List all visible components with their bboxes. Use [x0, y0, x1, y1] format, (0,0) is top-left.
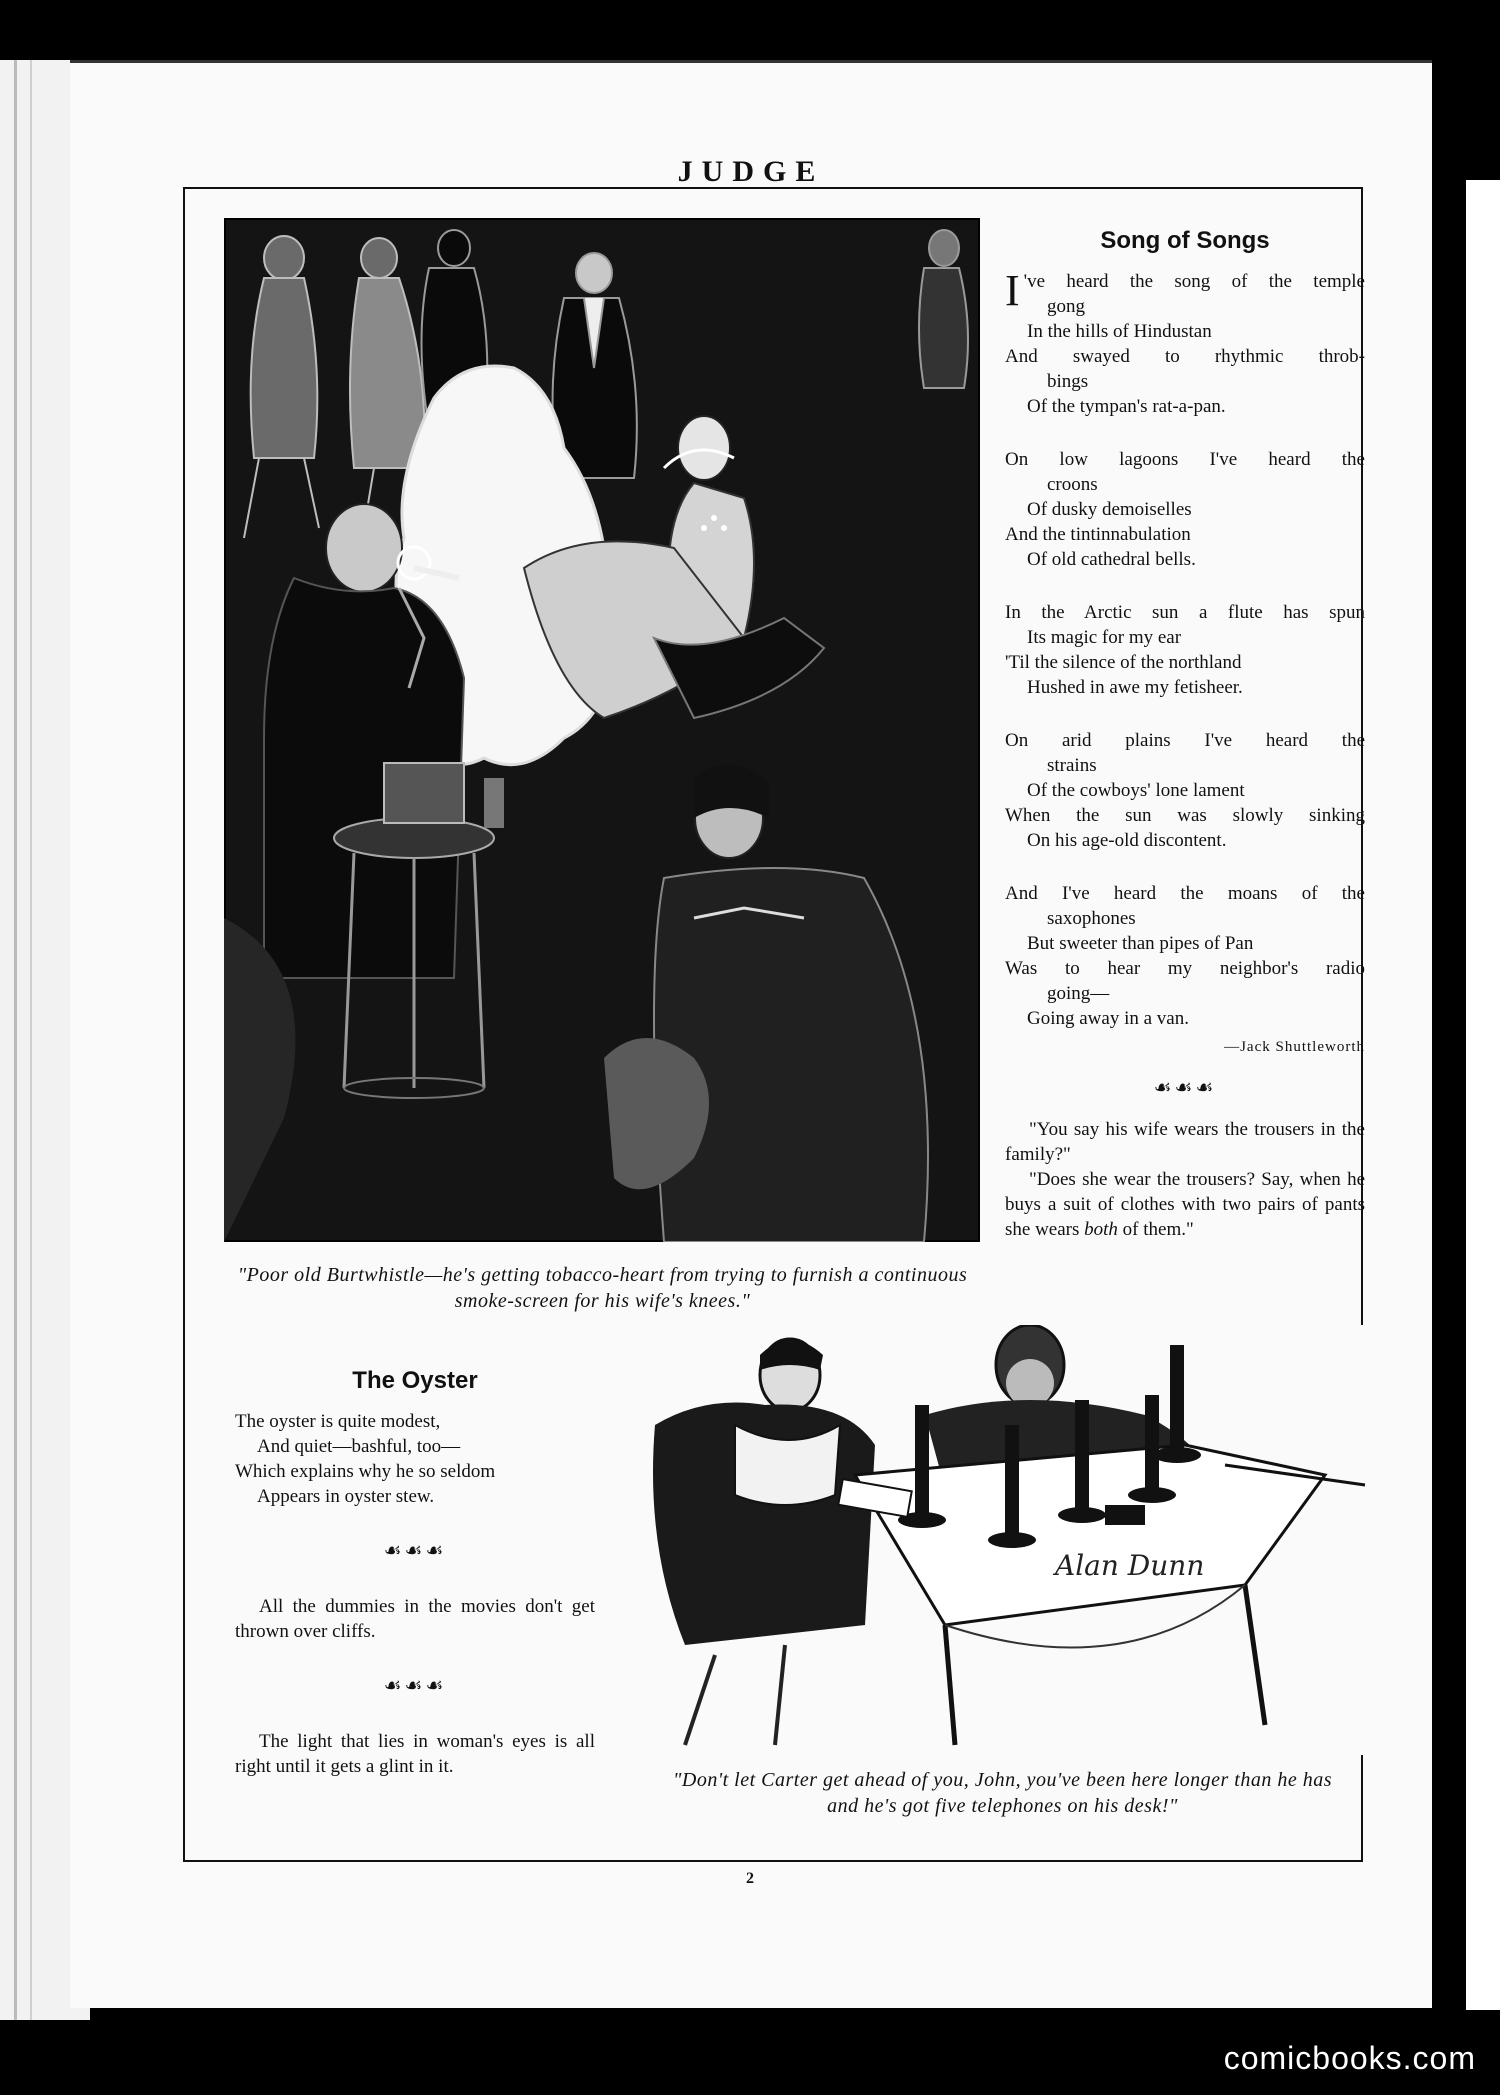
poem-oyster [235, 1409, 595, 1509]
poem-line: The oyster is quite modest, [235, 1411, 441, 1432]
joke-trousers [1005, 1117, 1365, 1242]
joke-emphasis: both [1084, 1219, 1118, 1240]
cartoon-caption-1: "Poor old Burtwhistle—he's getting tobacco-heart from trying to furnish a continuous smoke-screen for his wife's knees." [237, 1264, 968, 1312]
poem-line: Of old cathedral bells. [1027, 549, 1196, 570]
poem-line: 'Til the silence of the northland [1005, 652, 1242, 673]
oyster-column [235, 1368, 595, 1779]
poem-stanza [1005, 447, 1365, 572]
cartoon-telephones-illustration [625, 1325, 1380, 1755]
poem-line: gong [1047, 296, 1085, 317]
cartoon-nightclub-illustration [224, 218, 980, 1242]
poem-line: Of the tympan's rat-a-pan. [1027, 396, 1226, 417]
joke-text: of them." [1117, 1219, 1194, 1240]
masthead: JUDGE [677, 155, 825, 188]
poem-line: But sweeter than pipes of Pan [1027, 933, 1254, 954]
scan-border-right [1430, 100, 1500, 2010]
poem-line: Of the cowboys' lone lament [1027, 780, 1245, 801]
drop-cap: I [1005, 266, 1020, 315]
poem-line: 've heard the song of the temple [1023, 271, 1365, 292]
joke-woman-eyes [235, 1729, 595, 1779]
poem-line: Which explains why he so seldom [235, 1461, 496, 1482]
poem-line: Hushed in awe my fetisheer. [1027, 677, 1243, 698]
poem-line: croons [1047, 474, 1098, 495]
poem-line: In the Arctic sun a flute has spun [1005, 602, 1365, 623]
page-number: 2 [746, 1870, 754, 1887]
cartoon-caption-2: "Don't let Carter get ahead of you, John, you've been here longer than he has and he's got five telephones on his desk!" [672, 1769, 1333, 1817]
poem-song-of-songs [1005, 228, 1365, 1242]
poem-stanza [1005, 728, 1365, 853]
poem-line: And swayed to rhythmic throb- [1005, 346, 1365, 367]
poem-line: strains [1047, 755, 1097, 776]
poem-line: On his age-old discontent. [1027, 830, 1227, 851]
artist-signature: Alan Dunn [1055, 1549, 1205, 1582]
joke-text: "Does she wear the trousers? Say, when he buys a suit of clothes with two pairs of pants she wears [1005, 1169, 1365, 1240]
poem-stanza [1005, 881, 1365, 1031]
poem-line: Going away in a van. [1027, 1008, 1189, 1029]
poem-line: On low lagoons I've heard the [1005, 449, 1365, 470]
poem-line: saxophones [1047, 908, 1136, 929]
poem-line: On arid plains I've heard the [1005, 730, 1365, 751]
joke-line: "You say his wife wears the trousers in the family?" [1005, 1119, 1365, 1165]
poem-line: And the tintinnabulation [1005, 524, 1191, 545]
poem-line: bings [1047, 371, 1089, 392]
poem-line: And I've heard the moans of the [1005, 883, 1365, 904]
ornament-divider: ☙☙☙ [383, 1540, 447, 1562]
poem-line: When the sun was slowly sinking [1005, 805, 1365, 826]
ornament-divider: ☙☙☙ [383, 1675, 447, 1697]
poem-line: In the hills of Hindustan [1027, 321, 1212, 342]
ornament-divider: ☙☙☙ [1153, 1077, 1217, 1099]
joke-line: All the dummies in the movies don't get thrown over cliffs. [235, 1596, 595, 1642]
poem-title: The Oyster [352, 1367, 478, 1394]
poem-line: going— [1047, 983, 1110, 1004]
poem-title: Song of Songs [1100, 227, 1270, 254]
poem-line: Its magic for my ear [1027, 627, 1182, 648]
poem-line: And quiet—bashful, too— [257, 1436, 461, 1457]
joke-line: The light that lies in woman's eyes is all right until it gets a glint in it. [235, 1731, 595, 1777]
poem-line: Of dusky demoiselles [1027, 499, 1192, 520]
poem-stanza [1005, 266, 1365, 419]
joke-dummies [235, 1594, 595, 1644]
poem-stanza [1005, 600, 1365, 700]
poem-line: Appears in oyster stew. [257, 1486, 435, 1507]
poem-line: Was to hear my neighbor's radio [1005, 958, 1365, 979]
joke-line [1005, 1167, 1365, 1242]
site-watermark: comicbooks.com [1223, 2040, 1476, 2076]
poem-author: —Jack Shuttleworth [1224, 1039, 1365, 1055]
